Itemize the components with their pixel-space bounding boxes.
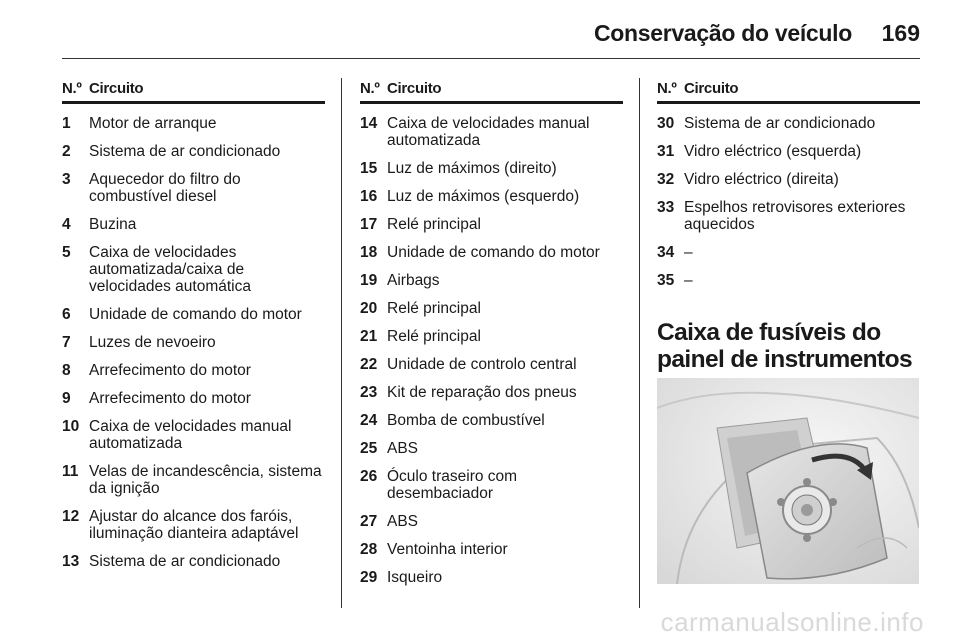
table-row [62, 216, 325, 233]
table-row [62, 244, 325, 295]
circuit-description: – [684, 272, 693, 289]
fuse-number: 33 [657, 199, 675, 216]
table-row [62, 306, 325, 323]
fuse-number: 5 [62, 244, 71, 261]
section-heading: Caixa de fusíveis do painel de instrumentos [657, 319, 912, 373]
table-header [360, 80, 623, 104]
fuse-number: 7 [62, 334, 71, 351]
table-row [62, 418, 325, 452]
circuit-description: Sistema de ar condicionado [89, 553, 281, 570]
circuit-description: Airbags [387, 272, 440, 289]
fuse-number: 11 [62, 463, 79, 480]
circuit-description: Unidade de comando do motor [387, 244, 600, 261]
watermark: carmanualsonline.info [660, 607, 924, 637]
fuse-number: 9 [62, 390, 71, 407]
circuit-description: Sistema de ar condicionado [89, 143, 281, 160]
fuse-number: 21 [360, 328, 378, 345]
circuit-description: Vidro eléctrico (direita) [684, 171, 839, 188]
circuit-description: Luz de máximos (esquerdo) [387, 188, 580, 205]
table-row [62, 334, 325, 351]
circuit-description: Isqueiro [387, 569, 443, 586]
table-header [657, 80, 920, 104]
fuse-number: 8 [62, 362, 71, 379]
number-header: N.º [657, 80, 677, 97]
fuse-number: 6 [62, 306, 71, 323]
fuse-number: 15 [360, 160, 378, 177]
table-row [657, 272, 920, 289]
circuit-description: Relé principal [387, 216, 481, 233]
fuse-number: 1 [62, 115, 71, 132]
fuse-number: 23 [360, 384, 378, 401]
fusebox-illustration [657, 378, 919, 584]
circuit-description: Ventoinha interior [387, 541, 508, 558]
circuit-description: Buzina [89, 216, 137, 233]
fuse-number: 30 [657, 115, 675, 132]
fuse-number: 3 [62, 171, 71, 188]
page-header [62, 16, 920, 56]
table-row [360, 300, 623, 317]
circuit-description: Aquecedor do filtro do combustível diesel [89, 171, 241, 205]
table-row [62, 463, 325, 497]
number-header: N.º [360, 80, 380, 97]
table-row [360, 272, 623, 289]
fuse-number: 31 [657, 143, 675, 160]
fuse-number: 29 [360, 569, 378, 586]
column-divider [639, 78, 640, 608]
table-row [62, 115, 325, 132]
fuse-number: 12 [62, 508, 80, 525]
circuit-description: Luzes de nevoeiro [89, 334, 216, 351]
fuse-number: 22 [360, 356, 378, 373]
fuse-number: 28 [360, 541, 378, 558]
fuse-number: 18 [360, 244, 378, 261]
page-title: Conservação do veículo [594, 20, 852, 46]
circuit-description: Caixa de velocidades manual automatizada [89, 418, 292, 452]
table-row [62, 553, 325, 570]
table-header [62, 80, 325, 104]
circuit-header: Circuito [387, 80, 442, 97]
table-row [360, 188, 623, 205]
circuit-description: ABS [387, 440, 419, 457]
circuit-description: Motor de arranque [89, 115, 217, 132]
circuit-description: Caixa de velocidades automatizada/caixa de velocidades automática [89, 244, 251, 295]
fuse-number: 10 [62, 418, 80, 435]
fuse-number: 25 [360, 440, 378, 457]
table-row [360, 440, 623, 457]
table-row [62, 362, 325, 379]
table-row [360, 569, 623, 586]
table-row [360, 541, 623, 558]
fuse-number: 26 [360, 468, 378, 485]
table-row [360, 216, 623, 233]
circuit-description: Óculo traseiro com desembaciador [387, 468, 518, 502]
table-row [62, 143, 325, 160]
circuit-description: Unidade de comando do motor [89, 306, 302, 323]
table-row [62, 390, 325, 407]
fuse-number: 19 [360, 272, 378, 289]
circuit-description: Caixa de velocidades manual automatizada [387, 115, 590, 149]
circuit-description: Espelhos retrovisores exteriores aquecidos [684, 199, 906, 233]
circuit-description: Relé principal [387, 328, 481, 345]
table-row [360, 356, 623, 373]
fuse-number: 20 [360, 300, 378, 317]
table-row [657, 115, 920, 132]
circuit-header: Circuito [684, 80, 739, 97]
fuse-table-column-1 [62, 80, 325, 570]
fuse-number: 35 [657, 272, 675, 289]
table-row [360, 160, 623, 177]
circuit-description: Bomba de combustível [387, 412, 545, 429]
fuse-table-column-3 [657, 80, 920, 373]
circuit-description: Vidro eléctrico (esquerda) [684, 143, 862, 160]
page-number: 169 [881, 20, 920, 46]
circuit-description: Sistema de ar condicionado [684, 115, 876, 132]
fuse-number: 16 [360, 188, 378, 205]
circuit-description: Kit de reparação dos pneus [387, 384, 577, 401]
circuit-description: Relé principal [387, 300, 481, 317]
table-row [657, 244, 920, 261]
circuit-description: Arrefecimento do motor [89, 362, 251, 379]
table-row [360, 384, 623, 401]
circuit-description: Luz de máximos (direito) [387, 160, 557, 177]
circuit-description: Ajustar do alcance dos faróis, iluminação dianteira adaptável [89, 508, 299, 542]
table-row [360, 412, 623, 429]
fuse-number: 14 [360, 115, 378, 132]
fuse-number: 24 [360, 412, 378, 429]
circuit-description: Velas de incandescência, sistema da ignição [89, 463, 322, 497]
fuse-number: 27 [360, 513, 378, 530]
fuse-number: 32 [657, 171, 675, 188]
table-row [657, 171, 920, 188]
number-header: N.º [62, 80, 82, 97]
circuit-header: Circuito [89, 80, 144, 97]
fuse-number: 2 [62, 143, 71, 160]
column-divider [341, 78, 342, 608]
table-row [62, 508, 325, 542]
fuse-number: 4 [62, 216, 71, 233]
circuit-description: Arrefecimento do motor [89, 390, 251, 407]
fuse-number: 34 [657, 244, 675, 261]
table-row [360, 328, 623, 345]
table-row [657, 143, 920, 160]
instrument-panel-fusebox-icon [657, 378, 919, 584]
circuit-description: Unidade de controlo central [387, 356, 577, 373]
circuit-description: ABS [387, 513, 419, 530]
fuse-table-column-2 [360, 80, 623, 586]
fuse-number: 13 [62, 553, 80, 570]
table-row [360, 115, 623, 149]
table-row [360, 468, 623, 502]
table-row [62, 171, 325, 205]
table-row [360, 513, 623, 530]
table-row [657, 199, 920, 233]
table-row [360, 244, 623, 261]
circuit-description: – [684, 244, 693, 261]
header-divider [62, 58, 920, 59]
fuse-number: 17 [360, 216, 378, 233]
